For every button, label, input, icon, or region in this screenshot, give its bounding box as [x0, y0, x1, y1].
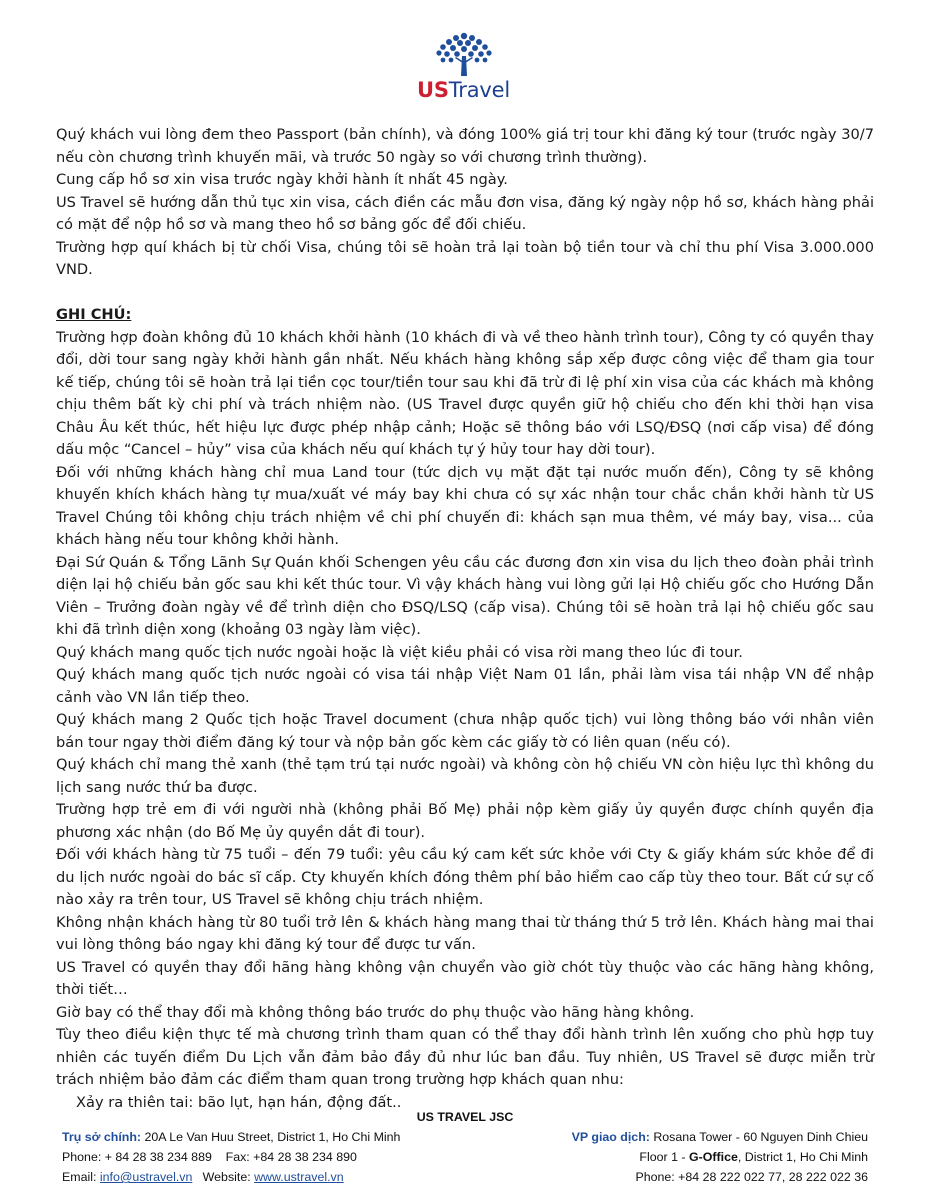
note-item: Trường hợp đoàn không đủ 10 khách khởi hành (10 khách đi và về theo hành trình tour), Công ty có quyền thay đổi, dời tour sang ngày khởi hành gần nhất. Nếu khách hàng không sắp xếp được công việc để tham gia tour kế tiếp, chúng tôi sẽ hoàn trả lại tiền cọc tour/tiền tour sau khi đã trừ đi lệ phí xin visa của các khách mà không chịu thêm bất kỳ chi phí và trách nhiệm nào. (US Travel được quyền giữ hộ chiếu cho đến khi thời hạn visa Châu Âu kết thúc, hết hiệu lực được phép nhập cảnh; Hoặc sẽ thông báo với LSQ/ĐSQ (nơi cấp visa) để đóng dấu mộc “Cancel – hủy” visa của khách nếu quí khách tự ý hủy tour hay dời tour).: [56, 328, 874, 458]
contact-line: [62, 1167, 400, 1187]
document-body: [56, 124, 874, 1114]
head-office-label: Trụ sở chính:: [62, 1130, 142, 1144]
company-name: US TRAVEL JSC: [416, 1110, 514, 1124]
note-item: Đối với khách hàng từ 75 tuổi – đến 79 tuổi: yêu cầu ký cam kết sức khỏe với Cty & giấy khám sức khỏe để đi du lịch nước ngoài do bác sĩ cấp. Cty khuyến khích đóng thêm phí bảo hiểm cao cấp tùy theo tour. Bất cứ sự cố nào xảy ra trên tour, US Travel sẽ không chịu trách nhiệm.: [56, 846, 874, 908]
page-footer: [62, 1107, 868, 1187]
note-item: Quý khách mang quốc tịch nước ngoài có visa tái nhập Việt Nam 01 lần, phải làm visa tái nhập VN để nhập cảnh vào VN lần tiếp theo.: [56, 666, 874, 706]
paragraph: Cung cấp hồ sơ xin visa trước ngày khởi hành ít nhất 45 ngày.: [56, 171, 508, 188]
note-item: Quý khách mang quốc tịch nước ngoài hoặc là việt kiều phải có visa rời mang theo lúc đi tour.: [56, 643, 743, 661]
footer-columns: [62, 1127, 868, 1187]
paragraph: Trường hợp quí khách bị từ chối Visa, chúng tôi sẽ hoàn trả lại toàn bộ tiền tour và chỉ thu phí Visa 3.000.000 VND.: [56, 238, 874, 278]
note-item: Trường hợp trẻ em đi với người nhà (không phải Bố Mẹ) phải nộp kèm giấy ủy quyền được chính quyền địa phương xác nhận (do Bố Mẹ ủy quyền dắt đi tour).: [56, 801, 874, 841]
brand-us: US: [416, 78, 449, 102]
floor-prefix: Floor 1 -: [639, 1150, 689, 1164]
paragraph: US Travel sẽ hướng dẫn thủ tục xin visa, cách điền các mẫu đơn visa, đăng ký ngày nộp hồ sơ, khách hàng phải có mặt để nộp hồ sơ và mang theo hồ sơ bảng gốc để đối chiếu.: [56, 193, 874, 233]
brand-travel: Travel: [448, 78, 510, 102]
office-phone: Phone: +84 28 222 022 77, 28 222 022 36: [635, 1170, 868, 1184]
note-item: Đại Sứ Quán & Tổng Lãnh Sự Quán khối Schengen yêu cầu các đương đơn xin visa du lịch theo đoàn phải trình diện lại hộ chiếu bản gốc sau khi kết thúc tour. Vì vậy khách hàng vui lòng gửi lại Hộ chiếu gốc cho Hướng Dẫn Viên – Trưởng đoàn ngày về để trình diện cho ĐSQ/LSQ (cấp visa). Chúng tôi sẽ hoàn trả lại hộ chiếu gốc sau khi đã trình diện xong (khoảng 03 ngày làm việc).: [56, 553, 874, 638]
logo: [0, 30, 927, 102]
paragraph: Quý khách vui lòng đem theo Passport (bản chính), và đóng 100% giá trị tour khi đăng ký tour (trước ngày 30/7 nếu còn chương trình khuyến mãi, và trước 50 ngày so với chương trình thường).: [56, 126, 874, 166]
note-item: Quý khách mang 2 Quốc tịch hoặc Travel document (chưa nhập quốc tịch) vui lòng thông báo với nhân viên bán tour ngay thời điểm đăng ký tour và nộp bản gốc kèm các giấy tờ có liên quan (nếu có).: [56, 711, 874, 751]
head-office-address-line: [62, 1127, 400, 1147]
floor-suffix: , District 1, Ho Chi Minh: [737, 1150, 868, 1164]
website-label: Website:: [192, 1170, 255, 1184]
office-label: VP giao dịch:: [571, 1130, 650, 1144]
transaction-office-info: [572, 1127, 868, 1187]
head-office-address: 20A Le Van Huu Street, District 1, Ho Chi Minh: [141, 1130, 401, 1144]
office-address-line: [572, 1127, 868, 1147]
tree-logo-icon: [429, 30, 499, 78]
note-item: Quý khách chỉ mang thẻ xanh (thẻ tạm trú tại nước ngoài) và không còn hộ chiếu VN còn hiệu lực thì không du lịch sang nước thứ ba được.: [56, 756, 874, 796]
note-item: Tùy theo điều kiện thực tế mà chương trình tham quan có thể thay đổi hành trình lên xuống cho phù hợp tuy nhiên các tuyến điểm Du Lịch vẫn đảm bảo đầy đủ như lúc ban đầu. Tuy nhiên, US Travel sẽ được miễn trừ trách nhiệm bảo đảm các điểm tham quan trong trường hợp khách quan nhu:: [56, 1026, 874, 1088]
notes-heading: GHI CHÚ:: [56, 306, 132, 323]
brand-name: [0, 78, 927, 102]
phone-fax: Phone: + 84 28 38 234 889 Fax: +84 28 38 234 890: [62, 1150, 357, 1164]
note-item: US Travel có quyền thay đổi hãng hàng không vận chuyển vào giờ chót tùy thuộc vào các hãng hàng không, thời tiết…: [56, 958, 874, 998]
note-sub-item: Xảy ra thiên tai: bão lụt, hạn hán, động đất..: [76, 1093, 402, 1111]
office-floor: [572, 1147, 868, 1167]
website-link[interactable]: www.ustravel.vn: [254, 1170, 344, 1184]
note-item: Không nhận khách hàng từ 80 tuổi trở lên & khách hàng mang thai từ tháng thứ 5 trở lên. Khách hàng mai thai vui lòng thông báo ngay khi đăng ký tour để được tư vấn.: [56, 913, 874, 953]
email-label: Email:: [62, 1170, 100, 1184]
head-office-info: [62, 1127, 400, 1187]
note-item: Giờ bay có thể thay đổi mà không thông báo trước do phụ thuộc vào hãng hàng không.: [56, 1003, 695, 1021]
office-address: Rosana Tower - 60 Nguyen Dinh Chieu: [649, 1130, 868, 1144]
email-link[interactable]: info@ustravel.vn: [99, 1170, 193, 1184]
floor-name: G-Office: [688, 1150, 738, 1164]
note-item: Đối với những khách hàng chỉ mua Land tour (tức dịch vụ mặt đặt tại nước muốn đến), Công ty sẽ không khuyến khích khách hàng tự mua/xuất vé máy bay khi chưa có sự xác nhận tour chắc chắn khởi hành từ US Travel Chúng tôi không chịu trách nhiệm về chi phí chuyến đi: khách sạn mua thêm, vé máy bay, visa... của khách hàng nếu tour không khởi hành.: [56, 463, 874, 548]
